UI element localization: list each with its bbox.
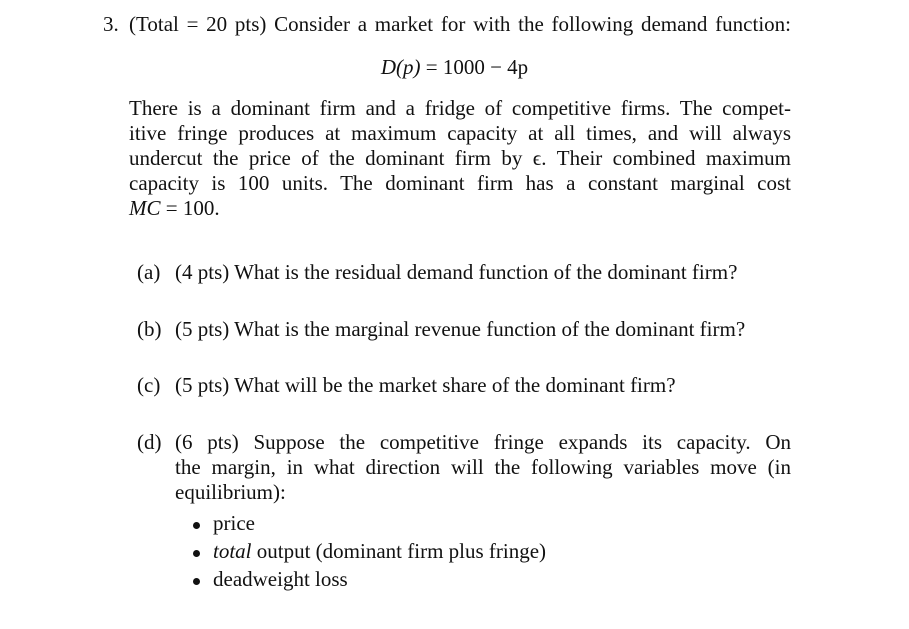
bullet-item-total-output: total output (dominant firm plus fringe) xyxy=(213,539,547,563)
demand-equation xyxy=(0,55,909,80)
bullet-item-deadweight-loss: deadweight loss xyxy=(213,567,348,591)
part-d-line-3: equilibrium): xyxy=(175,480,286,504)
problem-number: 3. xyxy=(103,12,119,36)
intro-line-3: undercut the price of the dominant firm by ϵ. Their combined maximum xyxy=(129,146,791,170)
mc-value: = 100. xyxy=(160,196,220,220)
total-emphasis: total xyxy=(213,539,252,563)
intro-line-1: There is a dominant firm and a fridge of competitive firms. The compet- xyxy=(129,96,791,120)
bullet-dot xyxy=(193,550,200,557)
bullet-dot xyxy=(193,522,200,529)
intro-line-2: itive fringe produces at maximum capacity at all times, and will always xyxy=(129,121,791,145)
part-d-label: (d) xyxy=(137,430,162,454)
equation-rhs: = 1000 − 4p xyxy=(425,55,529,79)
equation-lhs: D(p) xyxy=(380,55,421,79)
part-b-label: (b) xyxy=(137,317,162,341)
intro-line-5 xyxy=(129,196,220,221)
mc-variable: MC xyxy=(129,196,161,220)
part-c-text: (5 pts) What will be the market share of the dominant firm? xyxy=(175,373,676,397)
part-d-line-2: the margin, in what direction will the following variables move (in xyxy=(175,455,791,479)
part-a-text: (4 pts) What is the residual demand function of the dominant firm? xyxy=(175,260,738,284)
part-a-label: (a) xyxy=(137,260,161,284)
part-b-text: (5 pts) What is the marginal revenue function of the dominant firm? xyxy=(175,317,746,341)
part-d-line-1: (6 pts) Suppose the competitive fringe expands its capacity. On xyxy=(175,430,791,454)
bullet-dot xyxy=(193,578,200,585)
bullet-item-price: price xyxy=(213,511,255,535)
part-c-label: (c) xyxy=(137,373,161,397)
problem-header: (Total = 20 pts) Consider a market for with the following demand function: xyxy=(129,12,791,36)
intro-line-4: capacity is 100 units. The dominant firm has a constant marginal cost xyxy=(129,171,791,195)
